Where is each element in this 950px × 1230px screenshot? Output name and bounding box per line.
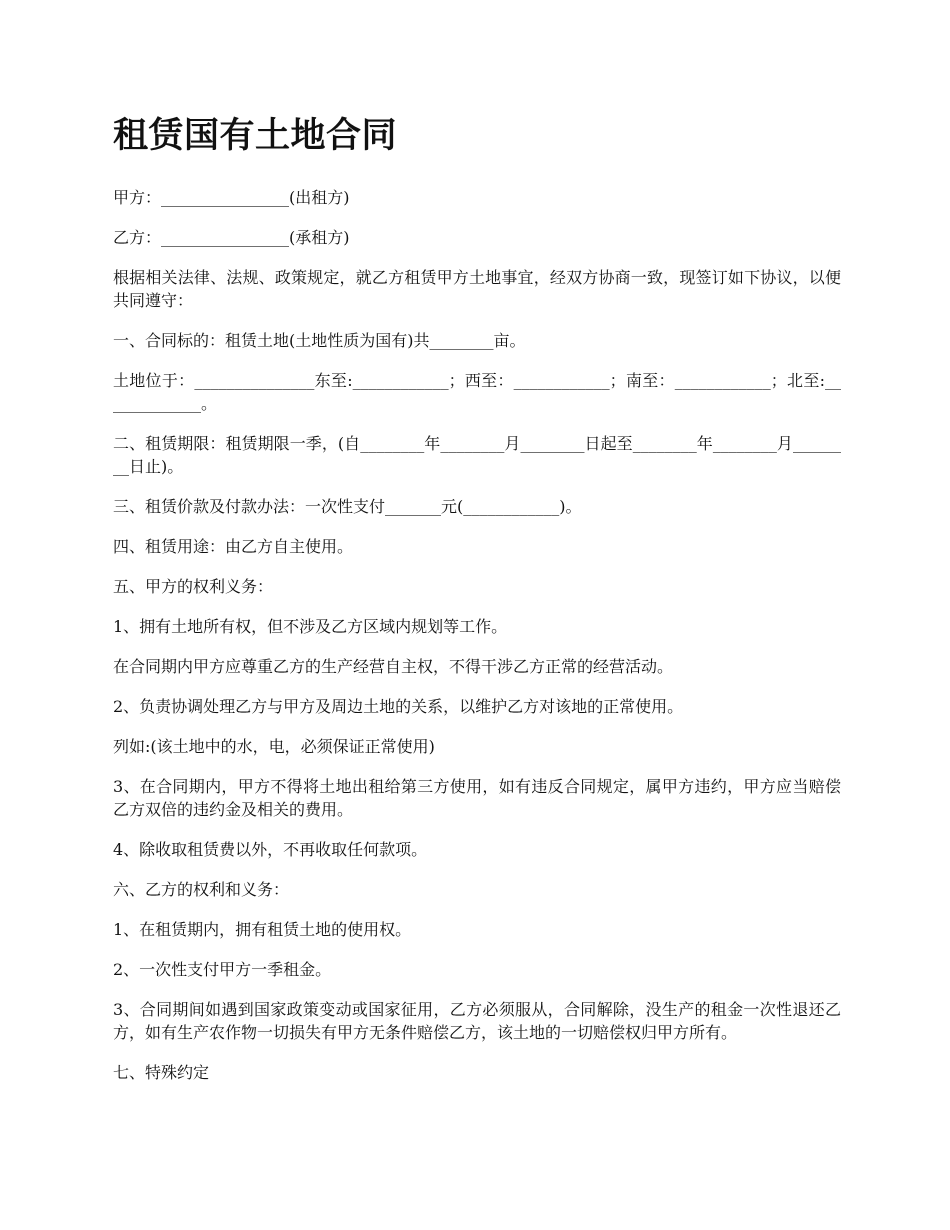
party-b-line: 乙方：________________(承租方) [113,228,350,247]
clause-3-price-payment: 三、租赁价款及付款办法：一次性支付_______元(____________)。 [113,497,582,516]
clause-2-lease-term: 二、租赁期限：租赁期限一季，(自________年________月________日起至________年________月________日止)。 [113,434,841,476]
document-title: 租赁国有土地合同 [113,115,398,156]
clause-5-item-4: 4、除收取租赁费以外，不再收取任何款项。 [113,840,428,859]
clause-5-item-3: 3、在合同期内，甲方不得将土地出租给第三方使用，如有违反合同规定，属甲方违约，甲方应当赔偿乙方双倍的违约金及相关的费用。 [113,777,841,819]
clause-5-item-1-note: 在合同期内甲方应尊重乙方的生产经营自主权，不得干涉乙方正常的经营活动。 [113,657,674,676]
land-location-paragraph: 土地位于：_______________东至:____________；西至：____________；南至：____________；北至:_____________。 [113,371,841,413]
clause-5-heading: 五、甲方的权利义务： [113,577,274,596]
clause-4-usage: 四、租赁用途：由乙方自主使用。 [113,537,354,556]
clause-5-item-2: 2、负责协调处理乙方与甲方及周边土地的关系，以维护乙方对该地的正常使用。 [113,697,684,716]
preamble-paragraph: 根据相关法律、法规、政策规定，就乙方租赁甲方土地事宜，经双方协商一致，现签订如下协议，以便共同遵守： [113,268,841,310]
clause-5-item-2-example: 列如:(该土地中的水，电，必须保证正常使用) [113,737,435,756]
clause-7-heading: 七、特殊约定 [113,1063,210,1082]
party-a-line: 甲方：________________(出租方) [113,188,350,207]
clause-1-subject: 一、合同标的：租赁土地(土地性质为国有)共________亩。 [113,331,526,350]
document-page [113,110,841,1101]
clause-6-heading: 六、乙方的权利和义务： [113,880,290,899]
clause-6-item-3: 3、合同期间如遇到国家政策变动或国家征用，乙方必须服从，合同解除，没生产的租金一次性退还乙方，如有生产农作物一切损失有甲方无条件赔偿乙方，该土地的一切赔偿权归甲方所有。 [113,1000,841,1042]
clause-6-item-1: 1、在租赁期内，拥有租赁土地的使用权。 [113,920,412,939]
clause-6-item-2: 2、一次性支付甲方一季租金。 [113,960,332,979]
clause-5-item-1: 1、拥有土地所有权，但不涉及乙方区域内规划等工作。 [113,617,508,636]
